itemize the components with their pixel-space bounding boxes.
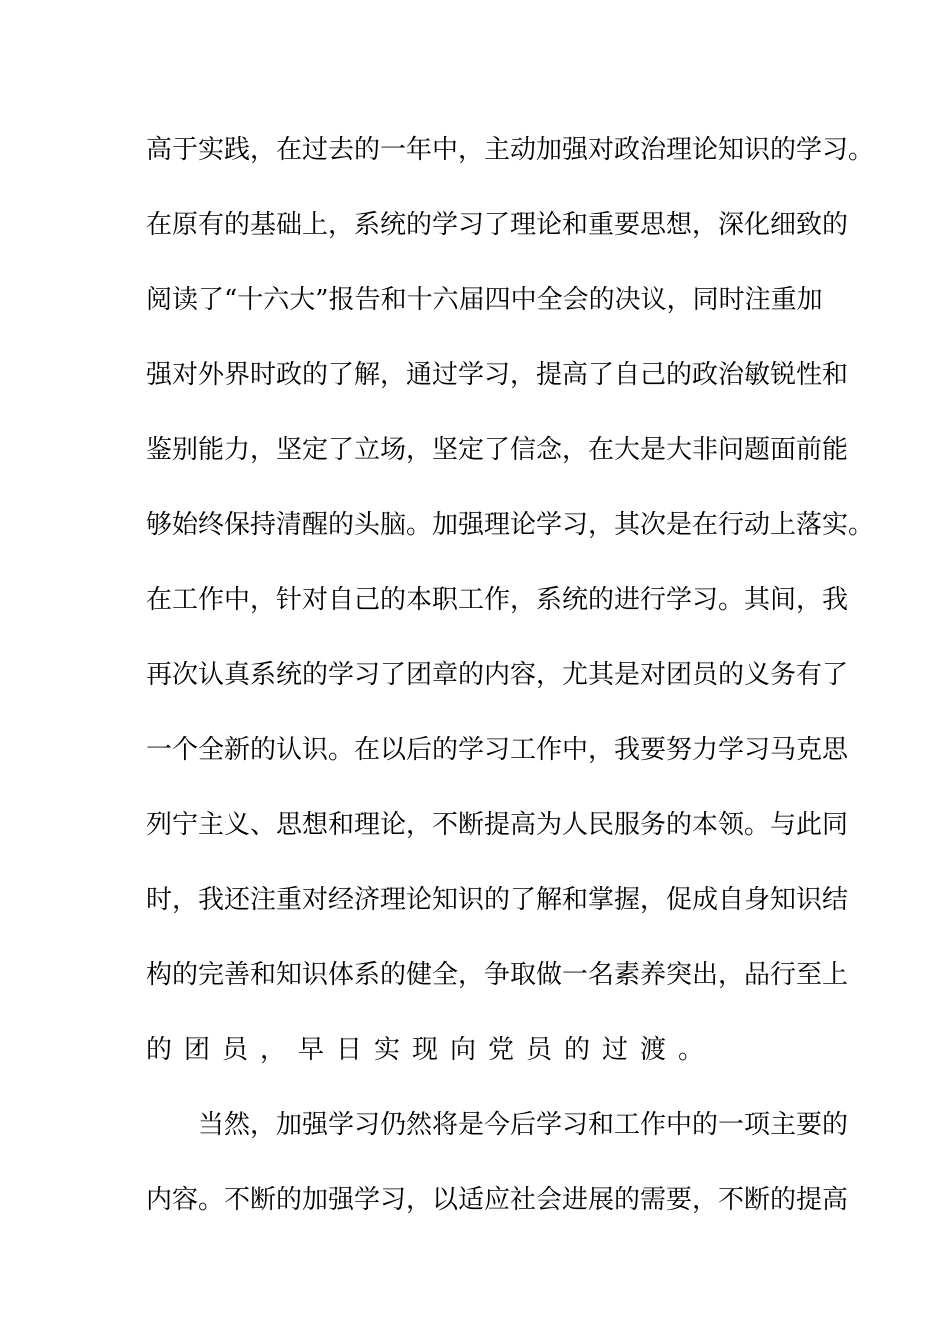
text-line: 构的完善和知识体系的健全，争取做一名素养突出，品行至上 bbox=[146, 960, 849, 990]
text-line: 够始终保持清醒的头脑。加强理论学习，其次是在行动上落实。 bbox=[146, 510, 875, 540]
text-line: 鉴别能力，坚定了立场，坚定了信念，在大是大非问题面前能 bbox=[146, 435, 849, 465]
text-line: 高于实践，在过去的一年中，主动加强对政治理论知识的学习。 bbox=[146, 135, 875, 165]
text-line: 的团员，早日实现向党员的过渡。 bbox=[146, 1035, 717, 1065]
text-line-indented: 当然，加强学习仍然将是今后学习和工作中的一项主要的 bbox=[198, 1110, 849, 1140]
text-line: 阅读了“十六大”报告和十六届四中全会的决议，同时注重加 bbox=[146, 285, 823, 315]
text-line: 内容。不断的加强学习，以适应社会进展的需要，不断的提高 bbox=[146, 1185, 849, 1215]
text-line: 时，我还注重对经济理论知识的了解和掌握，促成自身知识结 bbox=[146, 885, 849, 915]
text-line: 强对外界时政的了解，通过学习，提高了自己的政治敏锐性和 bbox=[146, 360, 849, 390]
text-line: 在工作中，针对自己的本职工作，系统的进行学习。其间，我 bbox=[146, 585, 849, 615]
text-line: 在原有的基础上，系统的学习了理论和重要思想，深化细致的 bbox=[146, 210, 849, 240]
text-line: 列宁主义、思想和理论，不断提高为人民服务的本领。与此同 bbox=[146, 810, 849, 840]
text-line: 再次认真系统的学习了团章的内容，尤其是对团员的义务有了 bbox=[146, 660, 849, 690]
text-line: 一个全新的认识。在以后的学习工作中，我要努力学习马克思 bbox=[146, 735, 849, 765]
